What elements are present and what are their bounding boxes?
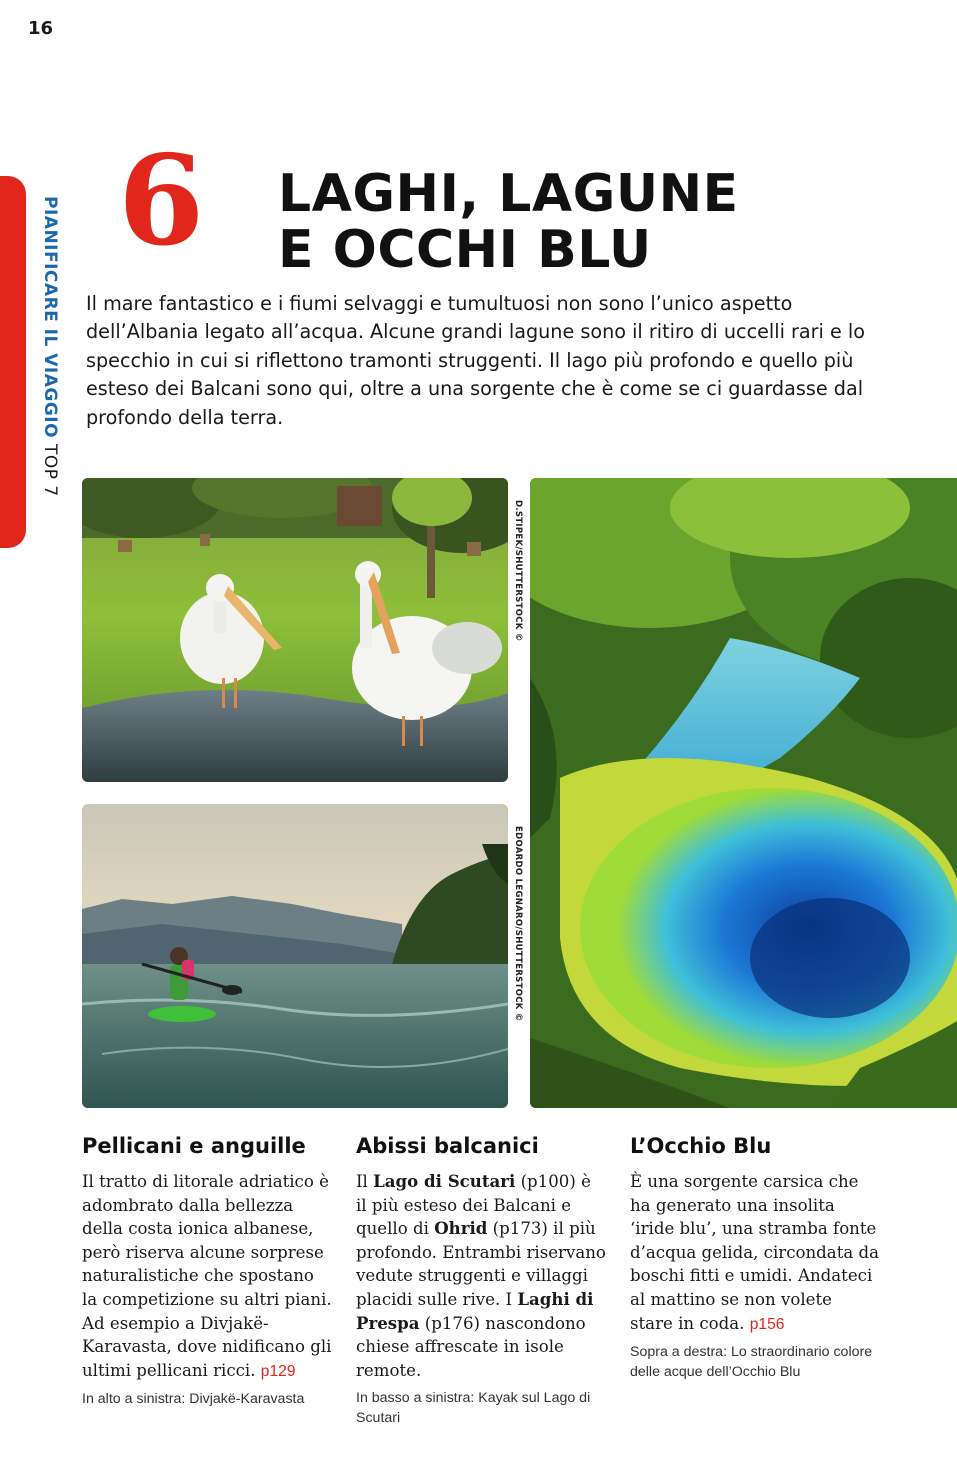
- column-text: (p100) è il più esteso dei Balcani e quello di: [356, 1172, 591, 1239]
- page-reference-link[interactable]: p129: [260, 1362, 296, 1380]
- lake-name-prespa: Laghi di Prespa: [356, 1288, 594, 1333]
- subsection-name: TOP 7: [40, 444, 60, 497]
- photo-kayak: [82, 804, 508, 1108]
- photo-caption: In alto a sinistra: Divjakë-Karavasta: [82, 1391, 305, 1408]
- photo-credit-pelicans: D.STIPEK/SHUTTERSTOCK ©: [513, 500, 523, 642]
- column-body: [356, 1170, 606, 1382]
- photo-credit-kayak: EDOARDO LEGNARO/SHUTTERSTOCK ©: [513, 826, 523, 1022]
- feature-number: 6: [118, 129, 205, 274]
- column-text: Il tratto di litorale adriatico è adombrato dalla bellezza della costa ionica albanese, però riserva alcune sorprese naturalistiche che spostano la competizione su altri piani. Ad esempio a Divjakë-Karavasta, dove nidificano gli ultimi pellicani ricci.: [82, 1172, 332, 1380]
- page-reference-link[interactable]: p156: [749, 1315, 785, 1333]
- intro-paragraph: Il mare fantastico e i fiumi selvaggi e tumultuosi non sono l’unico aspetto dell’Albania legato all’acqua. Alcune grandi lagune sono il ritiro di uccelli rari e lo specchio in cui si riflettono tramonti struggenti. Il lago più profondo e quello più esteso dei Balcani sono qui, oltre a una sorgente che è come se ci guardasse dal profondo della terra.: [86, 292, 865, 429]
- column-heading: Abissi balcanici: [356, 1134, 539, 1158]
- photo-pelicans: [82, 478, 508, 782]
- column-text: (p173) il più profondo. Entrambi riservano vedute struggenti e villaggi placidi sulle rive. I: [356, 1219, 606, 1309]
- lake-name-ohrid: Ohrid: [434, 1218, 488, 1239]
- section-tab-marker: [0, 176, 26, 548]
- column-text: Il: [356, 1172, 374, 1191]
- column-heading: L’Occhio Blu: [630, 1134, 772, 1158]
- column-body: [630, 1170, 880, 1336]
- photo-blue-eye: [530, 478, 957, 1108]
- page-title: [278, 166, 739, 278]
- photo-caption: In basso a sinistra: Kayak sul Lago di Scutari: [356, 1390, 591, 1427]
- column-text: (p176) nascondono chiese affrescate in isole remote.: [356, 1313, 586, 1380]
- column-pelicans: [82, 1132, 332, 1409]
- column-heading: Pellicani e anguille: [82, 1134, 306, 1158]
- column-balkan-depths: [356, 1132, 606, 1428]
- lake-name-scutari: Lago di Scutari: [373, 1171, 516, 1191]
- section-name: PIANIFICARE IL VIAGGIO: [40, 196, 60, 439]
- page-number: 16: [28, 18, 54, 39]
- title-line-2: E OCCHI BLU: [278, 220, 652, 280]
- photo-caption: Sopra a destra: Lo straordinario colore delle acque dell’Occhio Blu: [630, 1344, 873, 1381]
- section-label: [38, 196, 62, 526]
- column-blue-eye: [630, 1132, 880, 1382]
- column-body: [82, 1170, 332, 1383]
- title-line-1: LAGHI, LAGUNE: [278, 164, 739, 224]
- column-text: È una sorgente carsica che ha generato una insolita ‘iride blu’, una stramba fonte d’acqua gelida, circondata da boschi fitti e umidi. Andateci al mattino se non volete stare in coda.: [630, 1172, 880, 1333]
